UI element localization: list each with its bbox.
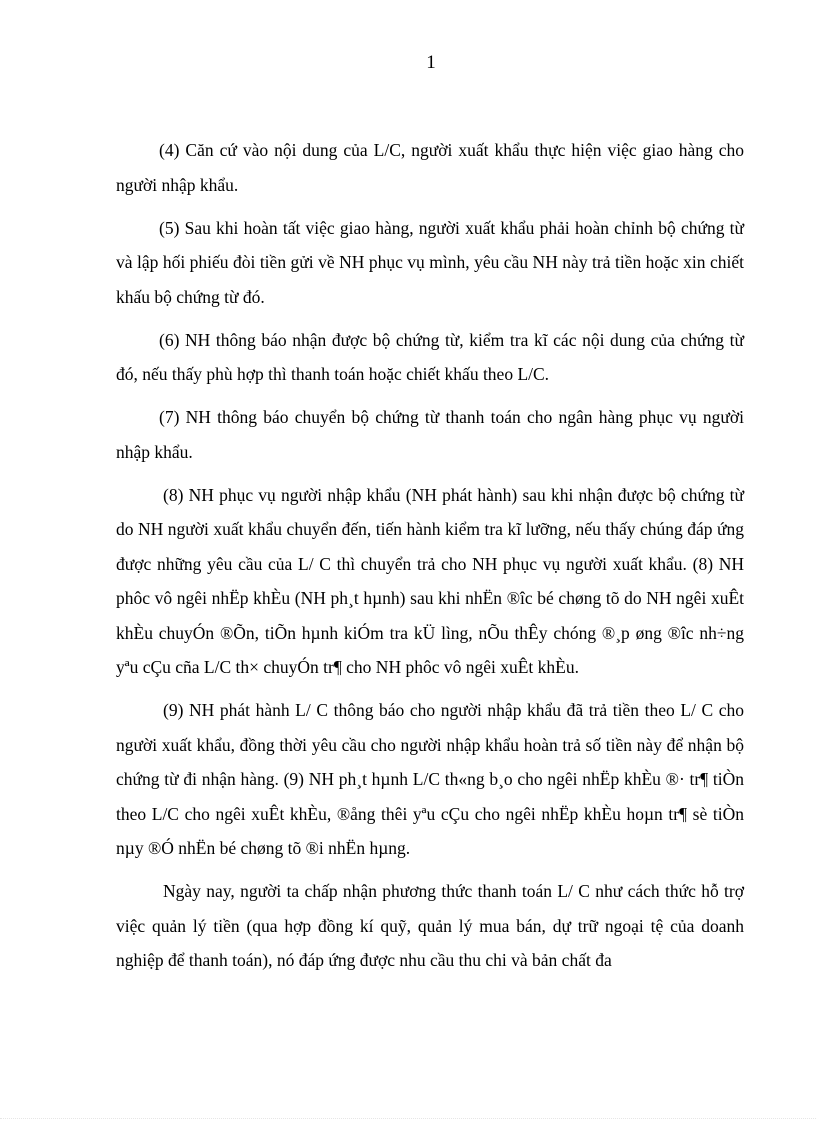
paragraph-step-7: (7) NH thông báo chuyển bộ chứng từ thanh toán cho ngân hàng phục vụ người nhập khẩu. — [116, 407, 744, 462]
page-number: 1 — [426, 52, 436, 73]
paragraph-conclusion: Ngày nay, người ta chấp nhận phương thức thanh toán L/ C như cách thức hỗ trợ việc quản lý tiền (qua hợp đồng kí quỹ, quản lý mua bán, dự trữ ngoại tệ của doanh nghiệp để thanh toán), nó đáp ứng được nhu cầu thu chi và bản chất đa — [116, 881, 744, 970]
paragraph-step-5: (5) Sau khi hoàn tất việc giao hàng, người xuất khẩu phải hoàn chỉnh bộ chứng từ và lập hối phiếu đòi tiền gửi về NH phục vụ mình, yêu cầu NH này trả tiền hoặc xin chiết khấu bộ chứng từ đó. — [116, 217, 744, 307]
paragraph-step-4: (4) Căn cứ vào nội dung của L/C, người xuất khẩu thực hiện việc giao hàng cho người nhập khẩu. — [116, 140, 744, 195]
paragraph-step-6: (6) NH thông báo nhận được bộ chứng từ, kiểm tra kĩ các nội dung của chứng từ đó, nếu thấy phù hợp thì thanh toán hoặc chiết khấu theo L/C. — [116, 329, 744, 384]
page-bottom-divider — [0, 1118, 816, 1119]
document-body — [116, 133, 744, 986]
paragraph-step-8: (8) NH phục vụ người nhập khẩu (NH phát hành) sau khi nhận được bộ chứng từ do NH người xuất khẩu chuyển đến, tiến hành kiểm tra kĩ lưỡng, nếu thấy chúng đáp ứng được những yêu cầu của L/ C thì chuyển trả cho NH phục vụ người xuất khẩu. (8) NH phôc vô ngêi nhËp khÈu (NH ph¸t hµnh) sau khi nhËn ®îc bé chøng tõ do NH ngêi xuÊt khÈu chuyÓn ®Õn, tiÕn hµnh kiÓm tra kÜ lìng, nÕu thÊy chóng ®¸p øng ®îc nh÷ng yªu cÇu cña L/C th× chuyÓn tr¶ cho NH phôc vô ngêi xuÊt khÈu. — [116, 484, 744, 677]
paragraph-step-9: (9) NH phát hành L/ C thông báo cho người nhập khẩu đã trả tiền theo L/ C cho người xuất khẩu, đồng thời yêu cầu cho người nhập khẩu hoàn trả số tiền này để nhận bộ chứng từ đi nhận hàng. (9) NH ph¸t hµnh L/C th«ng b¸o cho ngêi nhËp khÈu ®· tr¶ tiÒn theo L/C cho ngêi xuÊt khÈu, ®ång thêi yªu cÇu cho ngêi nhËp khÈu hoµn tr¶ sè tiÒn nµy ®Ó nhËn bé chøng tõ ®i nhËn hµng. — [116, 700, 744, 858]
